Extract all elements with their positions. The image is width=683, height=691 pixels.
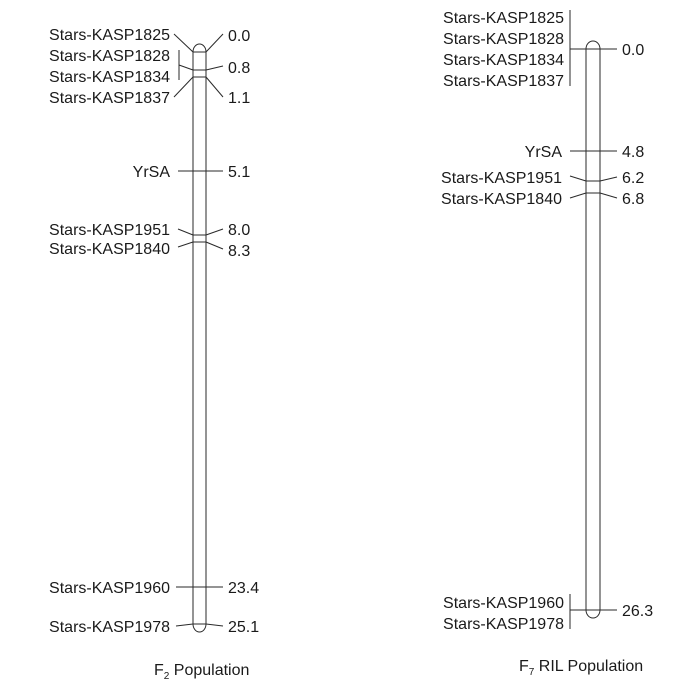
f7-marker-label: Stars-KASP1834 bbox=[443, 52, 564, 69]
f2-position-value: 0.8 bbox=[228, 60, 251, 77]
f2-position-value: 8.0 bbox=[228, 222, 251, 239]
f7-marker-label: Stars-KASP1978 bbox=[443, 616, 564, 633]
f7-ril-linkage-map bbox=[441, 10, 653, 678]
f7-position-value: 0.0 bbox=[622, 42, 645, 59]
f2-position-value: 8.3 bbox=[228, 243, 251, 260]
f7-chromosome-bar bbox=[586, 41, 600, 618]
f7-position-value: 6.8 bbox=[622, 191, 645, 208]
f2-linkage-map bbox=[49, 27, 259, 682]
f2-position-value: 1.1 bbox=[228, 90, 251, 107]
f7-caption: $F_7$ RIL Population bbox=[519, 658, 644, 678]
f7-gene-label-yrsa: YrSA bbox=[524, 144, 562, 161]
f2-marker-label: Stars-KASP1840 bbox=[49, 241, 170, 258]
f2-gene-label-yrsa: YrSA bbox=[132, 164, 170, 181]
f7-marker-label: Stars-KASP1828 bbox=[443, 31, 564, 48]
f2-position-value: 0.0 bbox=[228, 28, 251, 45]
f7-marker-label: Stars-KASP1840 bbox=[441, 191, 562, 208]
f2-caption: $F_2$ Population bbox=[154, 662, 250, 682]
f7-position-value: 26.3 bbox=[622, 603, 654, 620]
f2-marker-label: Stars-KASP1834 bbox=[49, 69, 170, 86]
f7-position-value: 6.2 bbox=[622, 170, 645, 187]
f2-position-value: 5.1 bbox=[228, 164, 251, 181]
f7-marker-label: Stars-KASP1951 bbox=[441, 170, 562, 187]
f2-marker-label: Stars-KASP1837 bbox=[49, 90, 170, 107]
f2-marker-label: Stars-KASP1978 bbox=[49, 619, 170, 636]
f2-position-value: 23.4 bbox=[228, 580, 260, 597]
f2-marker-label: Stars-KASP1951 bbox=[49, 222, 170, 239]
f2-marker-label: Stars-KASP1960 bbox=[49, 580, 170, 597]
f2-marker-label: Stars-KASP1828 bbox=[49, 48, 170, 65]
f7-marker-label: Stars-KASP1837 bbox=[443, 73, 564, 90]
f7-position-value: 4.8 bbox=[622, 144, 645, 161]
f2-position-value: 25.1 bbox=[228, 619, 260, 636]
f2-chromosome-bar bbox=[193, 44, 206, 632]
f7-marker-label: Stars-KASP1960 bbox=[443, 595, 564, 612]
f7-marker-label: Stars-KASP1825 bbox=[443, 10, 564, 27]
f2-marker-label: Stars-KASP1825 bbox=[49, 27, 170, 44]
